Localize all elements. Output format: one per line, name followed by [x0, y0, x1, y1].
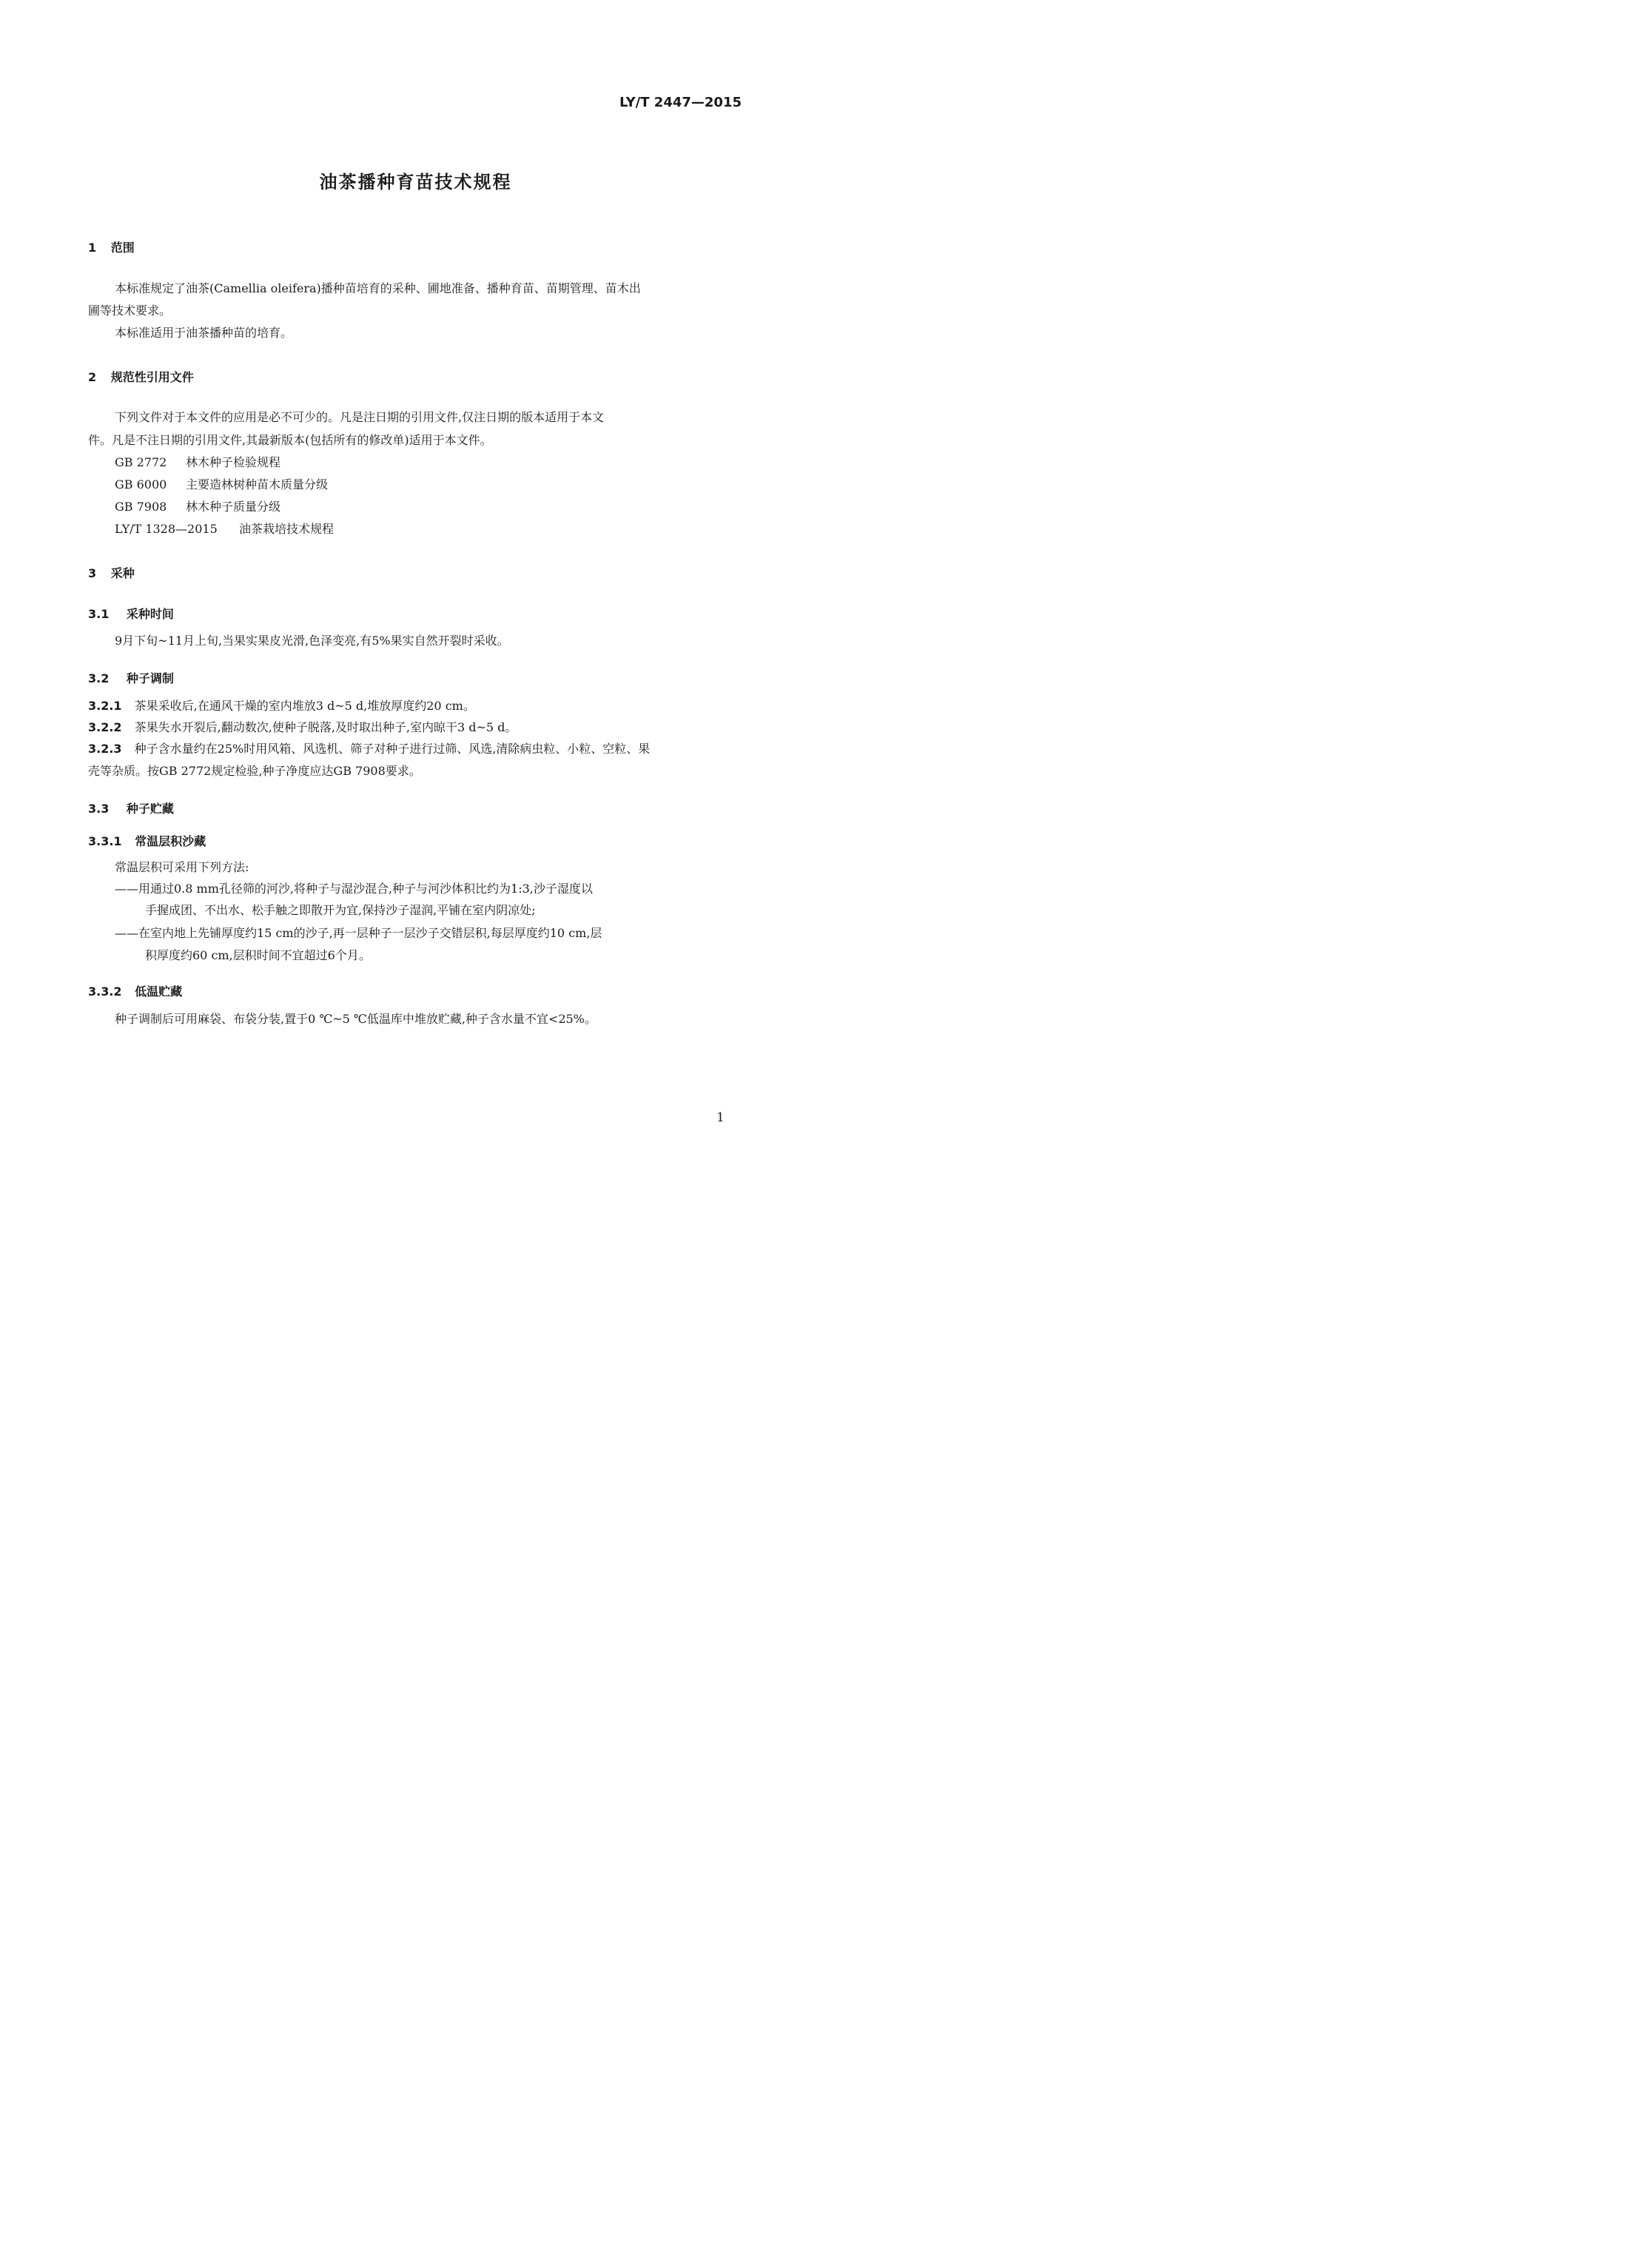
subsection-title: 低温贮藏: [135, 984, 183, 999]
clause-number: 3.2.2: [88, 720, 122, 734]
reference-code: GB 7908: [115, 500, 167, 514]
reference-name: 主要造林树种苗木质量分级: [186, 477, 329, 491]
clause-text: 茶果采收后,在通风干燥的室内堆放3 d~5 d,堆放厚度约20 cm。: [134, 699, 475, 713]
subsection-3-2-heading: [88, 669, 174, 686]
section-3-heading: [88, 564, 135, 581]
section-number: 2: [88, 370, 97, 384]
page-number: 1: [716, 1110, 725, 1125]
paragraph: 手握成团、不出水、松手触之即散开为宜,保持沙子湿润,平铺在室内阴凉处;: [145, 903, 536, 917]
subsection-number: 3.3: [88, 802, 110, 816]
subsection-title: 种子调制: [126, 671, 174, 685]
subsection-3-3-2-heading: [88, 982, 182, 999]
section-1-heading: [88, 238, 135, 255]
section-number: 3: [88, 566, 97, 580]
subsection-number: 3.3.2: [88, 984, 122, 999]
section-number: 1: [88, 241, 97, 255]
section-2-heading: [88, 368, 194, 385]
reference-name: 林木种子检验规程: [186, 455, 281, 469]
reference-item: [115, 477, 328, 492]
clause-number: 3.2.3: [88, 742, 122, 756]
paragraph: 本标准适用于油茶播种苗的培育。: [115, 326, 293, 340]
section-title: 规范性引用文件: [110, 370, 194, 384]
subsection-number: 3.1: [88, 607, 110, 621]
paragraph: 种子调制后可用麻袋、布袋分装,置于0 ℃~5 ℃低温库中堆放贮藏,种子含水量不宜<25%。: [115, 1012, 597, 1026]
subsection-title: 常温层积沙藏: [135, 834, 206, 848]
dash-list-item: ——在室内地上先铺厚度约15 cm的沙子,再一层种子一层沙子交错层积,每层厚度约10 cm,层: [115, 926, 602, 940]
paragraph: 9月下旬~11月上旬,当果实果皮光滑,色泽变亮,有5%果实自然开裂时采收。: [115, 634, 509, 648]
clause-item: [88, 720, 517, 735]
reference-code: LY/T 1328—2015: [115, 522, 218, 536]
reference-item: [115, 522, 334, 537]
subsection-number: 3.3.1: [88, 834, 122, 848]
paragraph: 件。凡是不注日期的引用文件,其最新版本(包括所有的修改单)适用于本文件。: [88, 433, 492, 447]
section-title: 范围: [110, 241, 135, 255]
clause-text: 茶果失水开裂后,翻动数次,使种子脱落,及时取出种子,室内晾干3 d~5 d。: [134, 720, 517, 734]
reference-item: [115, 500, 280, 514]
clause-number: 3.2.1: [88, 699, 122, 713]
clause-item: [88, 699, 475, 714]
paragraph: 积厚度约60 cm,层积时间不宜超过6个月。: [145, 948, 371, 962]
paragraph: 壳等杂质。按GB 2772规定检验,种子净度应达GB 7908要求。: [88, 764, 421, 778]
reference-code: GB 2772: [115, 455, 167, 469]
dash-list-item: ——用通过0.8 mm孔径筛的河沙,将种子与湿沙混合,种子与河沙体积比约为1:3,沙子湿度以: [115, 882, 593, 896]
page-title: 油茶播种育苗技术规程: [319, 172, 512, 192]
reference-code: GB 6000: [115, 477, 167, 491]
subsection-3-3-heading: [88, 799, 174, 816]
subsection-3-3-1-heading: [88, 832, 206, 849]
section-title: 采种: [110, 566, 135, 580]
subsection-3-1-heading: [88, 605, 174, 622]
standard-code: LY/T 2447—2015: [619, 95, 742, 110]
subsection-title: 采种时间: [126, 607, 174, 621]
reference-name: 油茶栽培技术规程: [239, 522, 335, 536]
paragraph: 本标准规定了油茶(Camellia oleifera)播种苗培育的采种、圃地准备、播种育苗、苗期管理、苗木出: [115, 281, 641, 295]
paragraph: 下列文件对于本文件的应用是必不可少的。凡是注日期的引用文件,仅注日期的版本适用于本文: [115, 410, 605, 424]
clause-text: 种子含水量约在25%时用风箱、风选机、筛子对种子进行过筛、风选,清除病虫粒、小粒、空粒、果: [134, 742, 651, 756]
paragraph: 常温层积可采用下列方法:: [115, 860, 249, 874]
subsection-number: 3.2: [88, 671, 110, 685]
clause-item: [88, 742, 650, 756]
reference-item: [115, 455, 280, 470]
subsection-title: 种子贮藏: [126, 802, 174, 816]
reference-name: 林木种子质量分级: [186, 500, 281, 514]
paragraph: 圃等技术要求。: [88, 303, 172, 318]
